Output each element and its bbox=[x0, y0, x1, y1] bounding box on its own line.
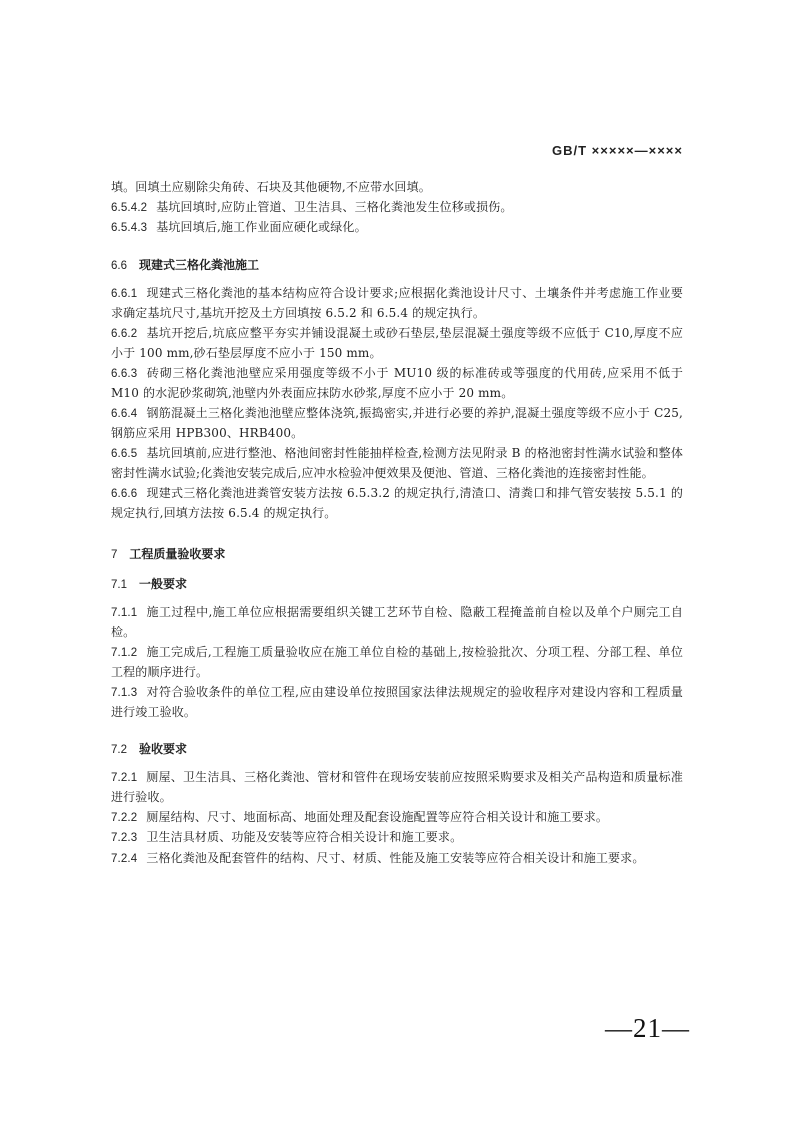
clause-6-6-4 bbox=[111, 404, 683, 444]
clause-text: 施工过程中,施工单位应根据需要组织关键工艺环节自检、隐蔽工程掩盖前自检以及单个户厕完工自检。 bbox=[111, 604, 683, 639]
clause-text: 三格化粪池及配套管件的结构、尺寸、材质、性能及施工安装等应符合相关设计和施工要求。 bbox=[146, 850, 645, 865]
clause-text: 砖砌三格化粪池池壁应采用强度等级不小于 MU10 级的标准砖或等强度的代用砖,应采用不低于 M10 的水泥砂浆砌筑,池壁内外表面应抹防水砂浆,厚度不应小于 20 mm。 bbox=[111, 365, 683, 400]
section-heading-7-2 bbox=[111, 740, 683, 757]
section-heading-7-1 bbox=[111, 575, 683, 592]
section-number: 7.2 bbox=[111, 743, 127, 756]
clause-6-6-2 bbox=[111, 324, 683, 364]
clause-7-2-2 bbox=[111, 808, 683, 829]
clause-text: 基坑回填后,施工作业面应硬化或绿化。 bbox=[156, 220, 367, 234]
section-title: 现建式三格化粪池施工 bbox=[139, 257, 260, 272]
clause-6-6-1 bbox=[111, 284, 683, 324]
clause-number: 7.2.1 bbox=[111, 771, 138, 784]
clause-number: 6.5.4.3 bbox=[111, 222, 148, 234]
clause-text: 基坑回填时,应防止管道、卫生洁具、三格化粪池发生位移或损伤。 bbox=[156, 199, 513, 214]
clause-7-2-1 bbox=[111, 768, 683, 808]
clause-number: 6.5.4.2 bbox=[111, 201, 148, 214]
clause-number: 6.6.3 bbox=[111, 367, 138, 380]
clause-number: 6.6.4 bbox=[111, 407, 138, 420]
clause-number: 7.1.2 bbox=[111, 646, 138, 659]
clause-text: 基坑开挖后,坑底应整平夯实并铺设混凝土或砂石垫层,垫层混凝土强度等级不应低于 C10,厚度不应小于 100 mm,砂石垫层厚度不应小于 150 mm。 bbox=[111, 325, 683, 360]
section-number: 6.6 bbox=[111, 259, 127, 272]
clause-7-1-3 bbox=[111, 683, 683, 723]
clause-7-1-2 bbox=[111, 643, 683, 683]
clause-6-5-4-2 bbox=[111, 198, 683, 219]
paragraph-text: 填。回填土应剔除尖角砖、石块及其他硬物,不应带水回填。 bbox=[111, 180, 431, 194]
document-body bbox=[111, 178, 683, 869]
clause-number: 7.2.2 bbox=[111, 811, 138, 824]
clause-7-2-4 bbox=[111, 849, 683, 870]
clause-text: 对符合验收条件的单位工程,应由建设单位按照国家法律法规规定的验收程序对建设内容和工程质量进行竣工验收。 bbox=[111, 684, 683, 719]
section-title: 验收要求 bbox=[139, 741, 188, 756]
clause-6-5-4-3 bbox=[111, 218, 683, 239]
clause-text: 卫生洁具材质、功能及安装等应符合相关设计和施工要求。 bbox=[146, 830, 463, 844]
clause-number: 6.6.6 bbox=[111, 487, 138, 500]
clause-text: 钢筋混凝土三格化粪池池壁应整体浇筑,振捣密实,并进行必要的养护,混凝土强度等级不应小于 C25,钢筋应采用 HPB300、HRB400。 bbox=[111, 405, 683, 440]
clause-number: 7.2.3 bbox=[111, 832, 138, 844]
section-heading-6-6 bbox=[111, 256, 683, 273]
clause-number: 7.1.3 bbox=[111, 686, 138, 699]
chapter-number: 7 bbox=[111, 548, 118, 561]
section-number: 7.1 bbox=[111, 578, 127, 591]
clause-6-6-6 bbox=[111, 484, 683, 524]
clause-text: 厕屋、卫生洁具、三格化粪池、管材和管件在现场安装前应按照采购要求及相关产品构造和质量标准进行验收。 bbox=[111, 769, 683, 804]
clause-number: 6.6.1 bbox=[111, 287, 138, 300]
paragraph-continuation bbox=[111, 178, 683, 198]
standard-code-header: GB/T ×××××—×××× bbox=[552, 143, 683, 158]
clause-7-2-3 bbox=[111, 828, 683, 849]
clause-number: 7.2.4 bbox=[111, 852, 138, 865]
clause-6-6-5 bbox=[111, 444, 683, 484]
clause-text: 厕屋结构、尺寸、地面标高、地面处理及配套设施配置等应符合相关设计和施工要求。 bbox=[146, 809, 609, 824]
clause-number: 6.6.5 bbox=[111, 447, 138, 460]
chapter-heading-7 bbox=[111, 545, 683, 562]
page-number: —21— bbox=[605, 1013, 690, 1043]
clause-7-1-1 bbox=[111, 603, 683, 643]
clause-text: 施工完成后,工程施工质量验收应在施工单位自检的基础上,按检验批次、分项工程、分部工程、单位工程的顺序进行。 bbox=[111, 644, 683, 679]
clause-number: 7.1.1 bbox=[111, 606, 138, 619]
clause-number: 6.6.2 bbox=[111, 327, 138, 340]
clause-text: 现建式三格化粪池的基本结构应符合设计要求;应根据化粪池设计尺寸、土壤条件并考虑施工作业要求确定基坑尺寸,基坑开挖及土方回填按 6.5.2 和 6.5.4 的规定执行。 bbox=[111, 285, 683, 320]
clause-6-6-3 bbox=[111, 364, 683, 404]
section-title: 一般要求 bbox=[139, 576, 188, 591]
clause-text: 现建式三格化粪池进粪管安装方法按 6.5.3.2 的规定执行,清渣口、清粪口和排气管安装按 5.5.1 的规定执行,回填方法按 6.5.4 的规定执行。 bbox=[111, 485, 683, 520]
chapter-title: 工程质量验收要求 bbox=[129, 546, 226, 561]
clause-text: 基坑回填前,应进行整池、格池间密封性能抽样检查,检测方法见附录 B 的格池密封性满水试验和整体密封性满水试验;化粪池安装完成后,应冲水检验冲便效果及便池、管道、三格化粪池的连接密封性能。 bbox=[111, 445, 683, 480]
